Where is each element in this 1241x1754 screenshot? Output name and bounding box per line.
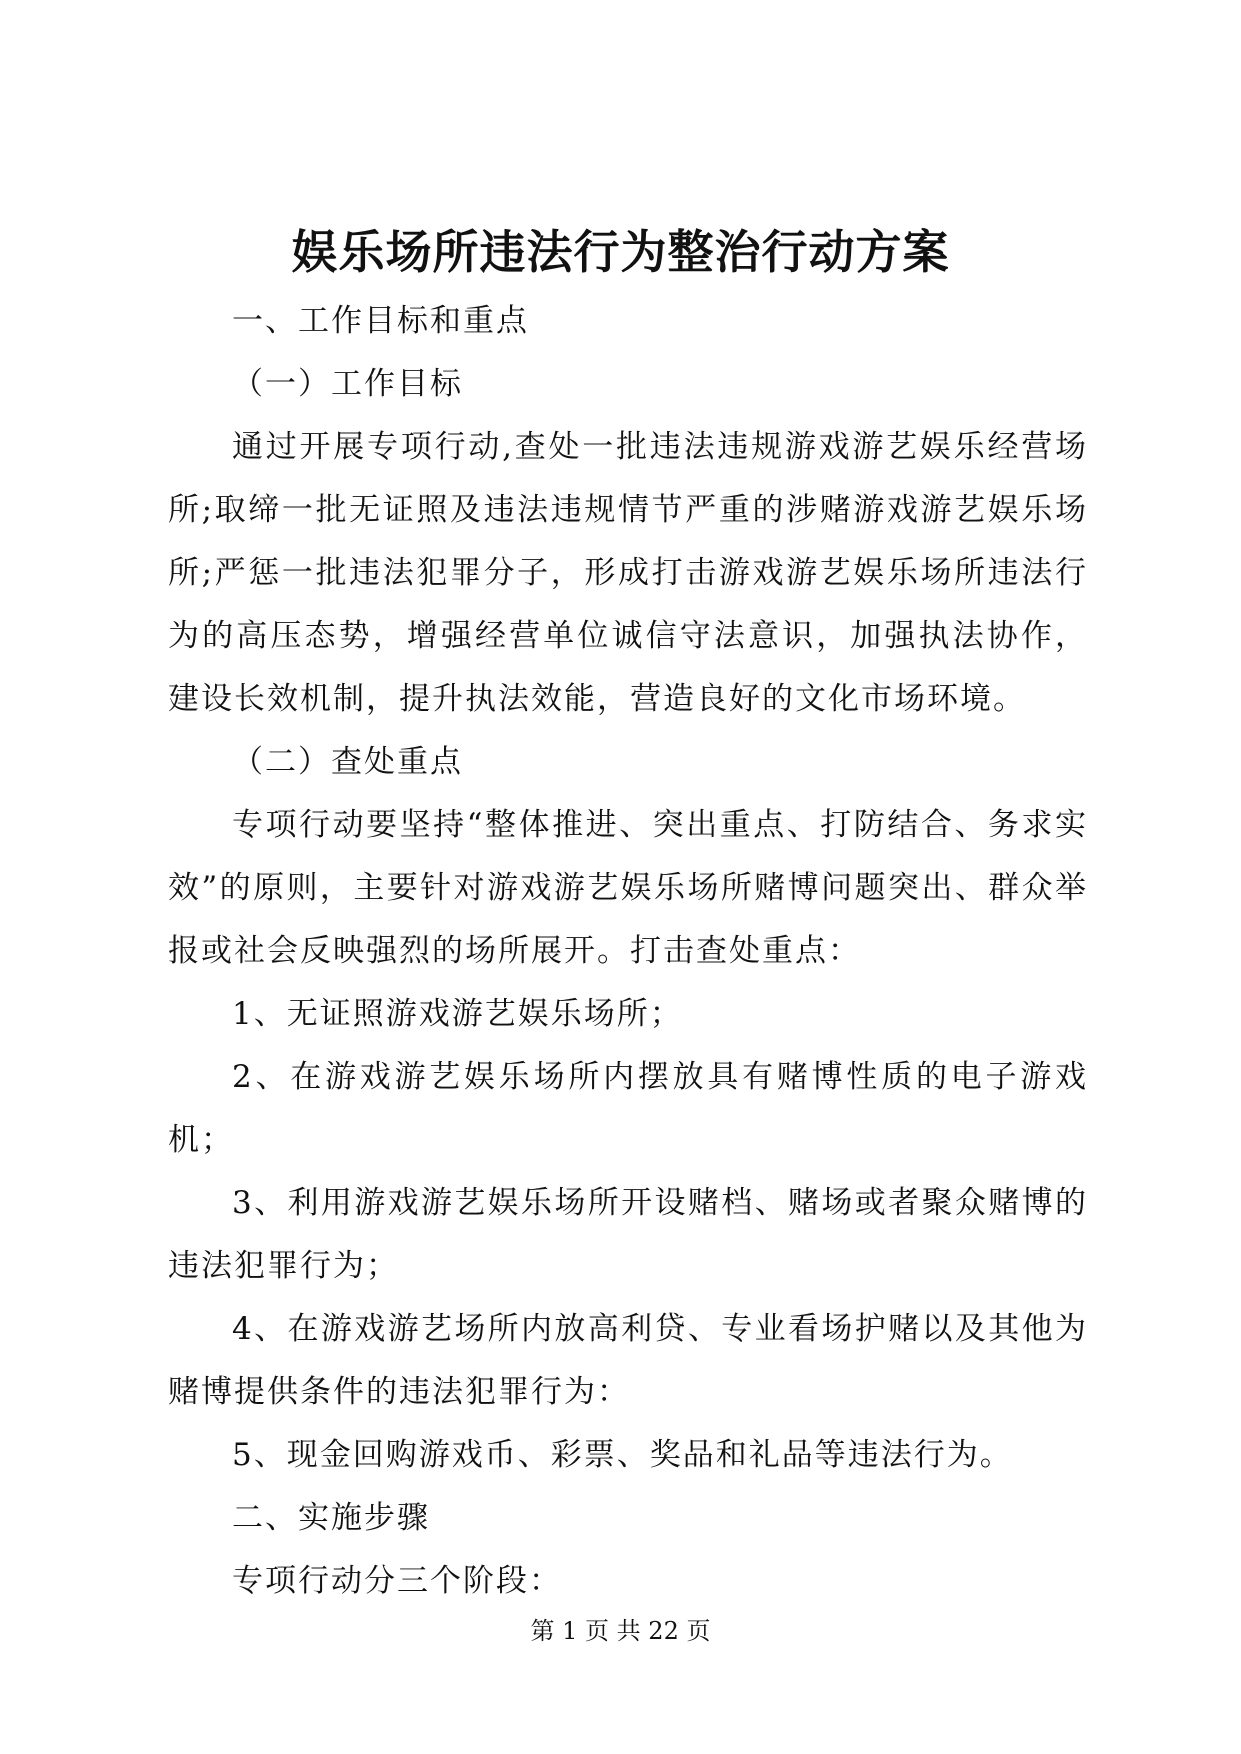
list-item-4: 4、在游戏游艺场所内放高利贷、专业看场护赌以及其他为赌博提供条件的违法犯罪行为：: [168, 1311, 1088, 1410]
list-item-5: 5、现金回购游戏币、彩票、奖品和礼品等违法行为。: [232, 1437, 1013, 1473]
section-heading-1: 一、工作目标和重点: [232, 303, 529, 339]
document-body: [168, 290, 1088, 1613]
subsection-heading-1: （一）工作目标: [232, 366, 463, 402]
document-title: 娱乐场所违法行为整治行动方案: [291, 225, 950, 279]
paragraph-principles: 专项行动要坚持“整体推进、突出重点、打防结合、务求实效”的原则，主要针对游戏游艺娱乐场所赌博问题突出、群众举报或社会反映强烈的场所展开。打击查处重点：: [168, 807, 1088, 969]
list-item-1: 1、无证照游戏游艺娱乐场所；: [232, 996, 683, 1032]
paragraph-goals: 通过开展专项行动,查处一批违法违规游戏游艺娱乐经营场所;取缔一批无证照及违法违规情节严重的涉赌游戏游艺娱乐场所;严惩一批违法犯罪分子，形成打击游戏游艺娱乐场所违法行为的高压态势，增强经营单位诚信守法意识，加强执法协作，建设长效机制，提升执法效能，营造良好的文化市场环境。: [168, 429, 1088, 717]
page-footer: 第 1 页 共 22 页: [530, 1617, 711, 1645]
paragraph-stages: 专项行动分三个阶段：: [232, 1563, 562, 1599]
list-item-2: 2、在游戏游艺娱乐场所内摆放具有赌博性质的电子游戏机；: [168, 1059, 1088, 1158]
list-item-3: 3、利用游戏游艺娱乐场所开设赌档、赌场或者聚众赌博的违法犯罪行为；: [168, 1185, 1088, 1284]
section-heading-2: 二、实施步骤: [232, 1500, 430, 1536]
subsection-heading-2: （二）查处重点: [232, 744, 463, 780]
